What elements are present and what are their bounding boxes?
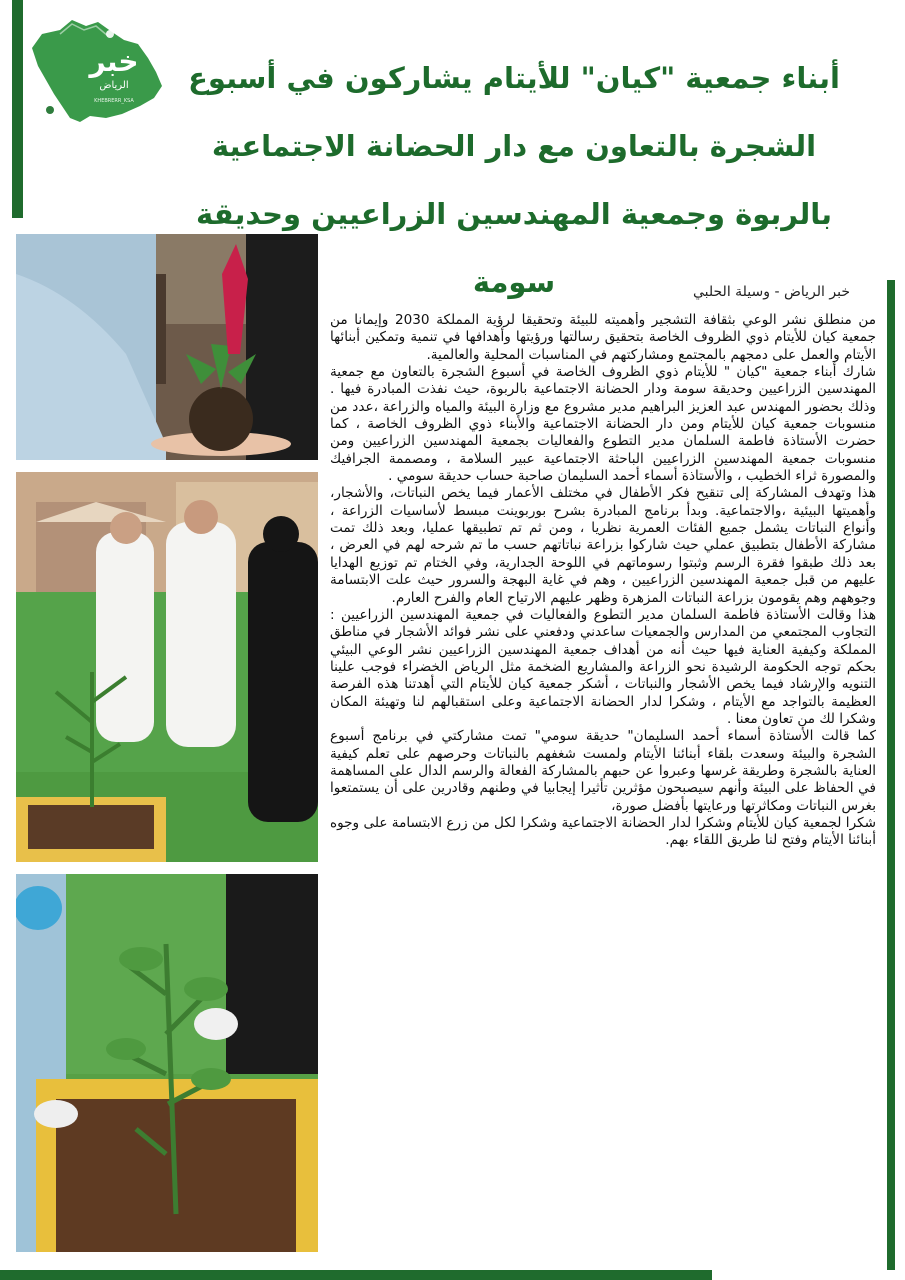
logo-city-text: الرياض xyxy=(99,80,129,91)
article-paragraph: كما قالت الأستاذة أسماء أحمد السليمان" حديقة سومي" تمت مشاركتي في برنامج أسبوع الشجرة والبيئة وسعدت بلقاء أبنائنا الأيتام ولمست شغفهم بالنباتات وحرصهم على تعلم كيفية العناية بالشجرة وطريقة غرسها وعبروا عن حبهم بالمشاركة الفعالة والرسم الدال على المساهمة في الحفاظ على البيئة وأنهم سيصبحون مؤثرين تأثيرا إيجابيا في وطنهم وقادرين على أن يستمتعوا بغرس النباتات ومكاثرتها ورعايتها بأفضل صورة، xyxy=(330,728,876,814)
photo-plant-in-hand xyxy=(16,234,318,460)
logo-handle-text: KHEBRERR_KSA xyxy=(94,98,134,104)
photo-planting-tree xyxy=(16,874,318,1252)
photo-group-at-planter xyxy=(16,472,318,862)
article-paragraph: شكرا لجمعية كيان للأيتام وشكرا لدار الحضانة الاجتماعية وشكرا لكل من زرع الابتسامة على وجوه أبنائنا الأيتام وفتح لنا طريق اللقاء بهم. xyxy=(330,814,876,849)
article-paragraph: هذا وقالت الأستاذة فاطمة السلمان مدير التطوع والفعاليات في جمعية المهندسين الزراعيين : التجاوب المجتمعي من المدارس والجمعيات ساعدني ودفعني على نشر فوائد الأشجار في مناطق المملكة وكيفية العناية فيها حيث أنه من أهداف جمعية المهندسين الزراعيين نشر الوعي البيئي بحكم توجه الحكومة الرشيدة نحو الزراعة والمشاريع الضخمة مثل الرياض الخضراء فوجب علينا التنويه والإرشاد فيما يخص الأشجار والنباتات ، أشكر جمعية كيان للأيتام التي أهدتنا هذه الفرصة العظيمة بالتواجد مع الأيتام ، وشكرا لدار الحضانة الاجتماعية وعلى استقبالهم لنا وتهيئة المكان وشكرا لك من تعاون معنا . xyxy=(330,606,876,727)
left-accent-bar xyxy=(12,0,23,218)
byline: خبر الرياض - وسيلة الحلبي xyxy=(692,284,850,300)
logo-main-text: خبر xyxy=(89,45,139,78)
article-body xyxy=(330,312,876,1248)
bottom-accent-bar xyxy=(0,1270,712,1280)
article-paragraph: شارك أبناء جمعية "كيان " للأيتام ذوي الظروف الخاصة في أسبوع الشجرة بالتعاون مع جمعية المهندسين الزراعيين وحديقة سومة ودار الحضانة الاجتماعية بالربوة، حيث نفذت المبادرة فيها . وذلك بحضور المهندس عبد العزيز البراهيم مدير مشروع مع وزارة البيئة والمياه والزراعة ،عدد من منسوبات جمعية كيان للأيتام ومن دار الحضانة الاجتماعية والأبناء ذوي الظروف الخاصة ، كما حضرت الأستاذة فاطمة السلمان مدير التطوع والفعاليات بجمعية المهندسين الزراعيين ومن منسوبات جمعية المهندسين الزراعيين الباحثة الاجتماعية عبير السلامة ، ومصممة الجرافيك والمصورة ثراء الخطيب ، والأستاذة أسماء أحمد السليمان صاحبة حساب حديقة سومي . xyxy=(330,364,876,485)
khabar-riyadh-logo xyxy=(26,14,166,126)
article-paragraph: هذا وتهدف المشاركة إلى تنقيح فكر الأطفال في مختلف الأعمار فيما يخص النباتات، والأشجار، وأهميتها البيئية ،والاجتماعية. وبدأ برنامج المبادرة بشرح بوربوينت مبسط لأساسيات الزراعة ، وأنواع النباتات يشمل جميع الفئات العمرية نظريا ، ومن ثم تم تطبيقها عمليا، وبعد ذلك تمت مشاركة الأطفال بتطبيق عملي حيث شاركوا بزراعة نباتاتهم حسب ما تم شرحه لهم في العرض ، بعد ذلك طبقوا فقرة الرسم وثبتوا رسوماتهم في اللوحة الجدارية، وفي الختام تم توزيع الهدايا عليهم من قبل جمعية المهندسين الزراعيين ، وهم في غاية البهجة والسرور حيث علت الابتسامة وجوههم وهم يقومون بزراعة النباتات المزهرة وظهر عليهم الارتياح العام والفرح العارم. xyxy=(330,485,876,606)
article-paragraph: من منطلق نشر الوعي بثقافة التشجير وأهميته للبيئة وتحقيقا لرؤية المملكة 2030 وإيمانا من جمعية كيان للأيتام ذوي الظروف الخاصة بتحقيق رسالتها ورؤيتها وأهدافها في تنمية وتمكين أبنائها الأيتام والعمل على دمجهم بالمجتمع ومشاركتهم في المناسبات المحلية والعالمية. xyxy=(330,312,876,363)
right-accent-bar xyxy=(887,280,895,1270)
headline: أبناء جمعية "كيان" للأيتام يشاركون في أسبوع الشجرة بالتعاون مع دار الحضانة الاجتماعية بالربوة وجمعية المهندسين الزراعيين وحديقة سومة xyxy=(188,61,840,299)
